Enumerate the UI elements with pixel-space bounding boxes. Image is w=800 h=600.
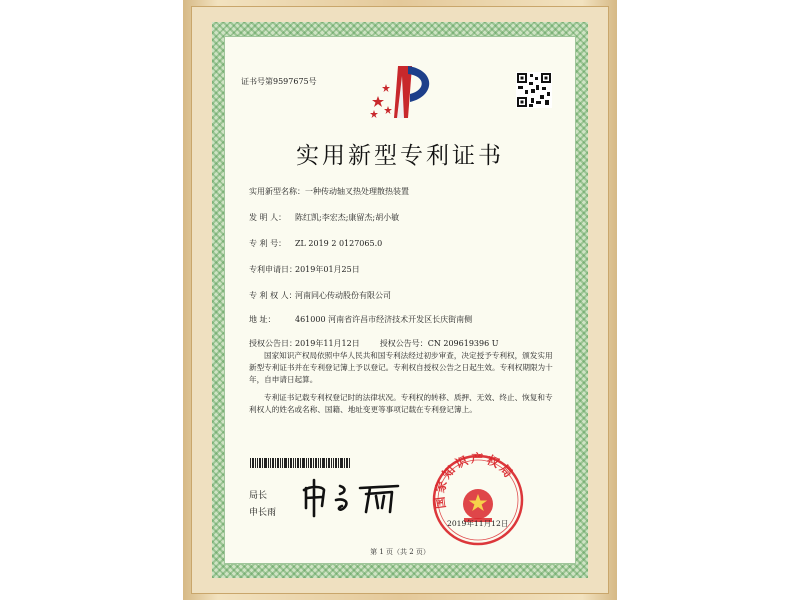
signature-title: 局长 xyxy=(249,491,268,501)
field-label: 专 利 权 人： xyxy=(249,291,297,300)
official-red-seal xyxy=(428,452,528,552)
field-value: 河南同心传动股份有限公司 xyxy=(295,291,391,300)
field-label: 地 址： xyxy=(249,315,276,324)
field-value: 2019年11月12日 xyxy=(295,339,360,348)
field-label: 专 利 号： xyxy=(249,239,287,248)
field-patent-number xyxy=(249,238,382,249)
qr-code-icon xyxy=(516,72,552,108)
field-value: 一种传动轴叉热处理散热装置 xyxy=(305,187,409,196)
signature-name: 申长雨 xyxy=(249,508,277,518)
field-address xyxy=(249,314,472,325)
field-value: 461000 河南省许昌市经济技术开发区长庆街南侧 xyxy=(295,315,473,324)
field-value: 2019年01月25日 xyxy=(295,265,360,274)
field-utility-model-name xyxy=(249,186,409,197)
field-label: 专利申请日： xyxy=(249,265,297,274)
barcode-icon xyxy=(250,458,352,468)
field-label: 发 明 人： xyxy=(249,213,287,222)
field-label: 授权公告日： xyxy=(249,339,297,348)
patent-office-emblem-icon xyxy=(364,62,442,124)
field-value: ZL 2019 2 0127065.0 xyxy=(295,239,383,248)
field-application-date xyxy=(249,264,360,275)
paragraph-grant: 国家知识产权局依照中华人民共和国专利法经过初步审查，决定授予专利权，颁发实用新型专利证书并在专利登记簿上予以登记。专利权自授权公告之日起生效。专利权期限为十年，自申请日起算。 xyxy=(249,351,553,384)
paragraph-legal-status: 专利证书记载专利权登记时的法律状况。专利权的转移、质押、无效、终止、恢复和专利权人的姓名或名称、国籍、地址变更等事项记载在专利登记簿上。 xyxy=(249,393,553,414)
page-number: 第 1 页（共 2 页） xyxy=(370,548,430,556)
field-patentee xyxy=(249,290,391,301)
field-value: 陈红凯;李宏杰;康留杰;胡小敏 xyxy=(295,213,400,222)
publication-number: 授权公告号：CN 209619396 U xyxy=(379,339,499,348)
field-label: 实用新型名称： xyxy=(249,187,305,196)
seal-text: 国家知识产权局 xyxy=(432,452,517,510)
field-inventors xyxy=(249,212,399,223)
certificate-number: 证书号第9597675号 xyxy=(241,77,317,86)
handwritten-signature xyxy=(300,478,412,518)
seal-date: 2019年11月12日 xyxy=(447,519,509,528)
field-announcement-date xyxy=(249,338,498,349)
certificate-title: 实用新型专利证书 xyxy=(296,143,504,169)
